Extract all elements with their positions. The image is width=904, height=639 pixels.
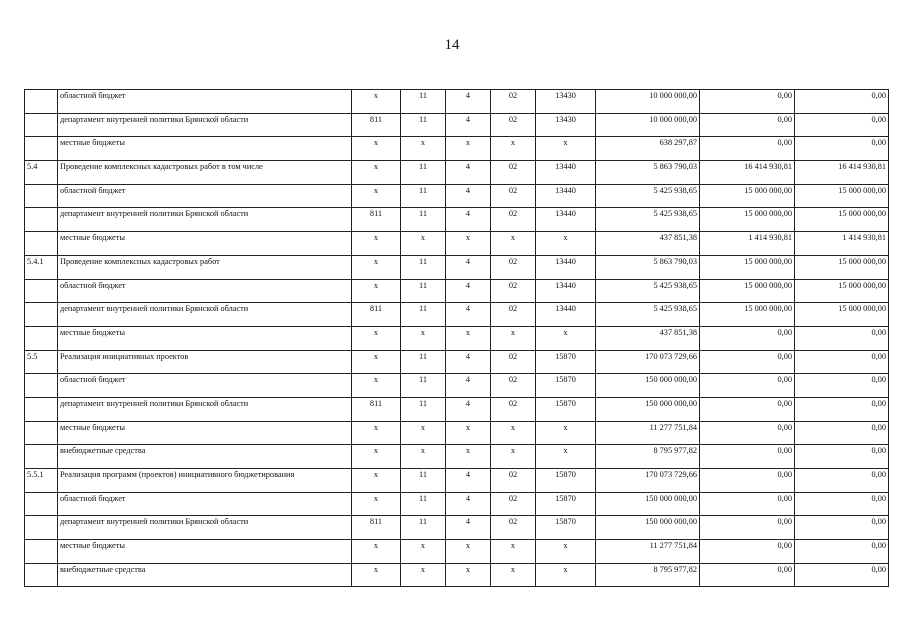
table-row [25,445,889,469]
code-om: 02 [491,90,536,114]
row-name: департамент внутренней политики Брянской области [58,113,352,137]
amount-year-2: 0,00 [700,540,795,564]
row-number: 5.5.1 [25,469,58,493]
row-name: департамент внутренней политики Брянской области [58,303,352,327]
table-row [25,208,889,232]
amount-year-2: 15 000 000,00 [700,255,795,279]
amount-year-2: 0,00 [700,492,795,516]
code-nr: x [536,137,596,161]
row-name: Реализация программ (проектов) инициативного бюджетирования [58,469,352,493]
amount-year-2: 16 414 930,81 [700,161,795,185]
amount-year-2: 1 414 930,81 [700,232,795,256]
code-nr: x [536,232,596,256]
code-gp: 11 [401,279,446,303]
code-om: 02 [491,469,536,493]
row-number [25,540,58,564]
code-gr: x [352,350,401,374]
code-pp: 4 [446,516,491,540]
code-om: x [491,232,536,256]
row-number [25,563,58,587]
code-gp: x [401,232,446,256]
row-name: департамент внутренней политики Брянской области [58,397,352,421]
amount-year-1: 10 000 000,00 [596,113,700,137]
row-number [25,445,58,469]
code-gp: 11 [401,397,446,421]
row-number [25,208,58,232]
amount-year-1: 150 000 000,00 [596,516,700,540]
code-pp: 4 [446,350,491,374]
table-row [25,161,889,185]
amount-year-3: 0,00 [795,445,889,469]
amount-year-3: 0,00 [795,540,889,564]
amount-year-1: 150 000 000,00 [596,492,700,516]
table-row [25,374,889,398]
amount-year-1: 5 425 938,65 [596,184,700,208]
code-nr: x [536,421,596,445]
code-gp: x [401,540,446,564]
row-name: внебюджетные средства [58,563,352,587]
code-nr: 15870 [536,516,596,540]
code-nr: 13440 [536,161,596,185]
amount-year-2: 0,00 [700,397,795,421]
code-nr: 13440 [536,255,596,279]
amount-year-2: 0,00 [700,445,795,469]
amount-year-3: 0,00 [795,137,889,161]
code-om: x [491,137,536,161]
table-row [25,397,889,421]
code-nr: 15870 [536,374,596,398]
row-number [25,374,58,398]
code-gp: x [401,137,446,161]
code-pp: 4 [446,492,491,516]
table-row [25,184,889,208]
code-om: x [491,563,536,587]
amount-year-2: 0,00 [700,90,795,114]
code-nr: 13430 [536,90,596,114]
table-row [25,326,889,350]
code-gp: 11 [401,350,446,374]
code-gp: 11 [401,208,446,232]
code-om: x [491,326,536,350]
code-om: x [491,421,536,445]
code-gp: 11 [401,492,446,516]
table-row [25,469,889,493]
amount-year-2: 0,00 [700,137,795,161]
code-gr: x [352,326,401,350]
amount-year-2: 0,00 [700,469,795,493]
amount-year-1: 8 795 977,82 [596,563,700,587]
code-gr: x [352,469,401,493]
amount-year-1: 437 851,38 [596,232,700,256]
amount-year-2: 15 000 000,00 [700,184,795,208]
code-gp: 11 [401,374,446,398]
code-om: x [491,445,536,469]
code-nr: x [536,540,596,564]
row-number [25,421,58,445]
table-row [25,563,889,587]
row-number [25,326,58,350]
code-pp: x [446,563,491,587]
code-gp: 11 [401,90,446,114]
amount-year-3: 0,00 [795,350,889,374]
code-gr: x [352,563,401,587]
amount-year-3: 0,00 [795,563,889,587]
code-gp: 11 [401,161,446,185]
amount-year-1: 8 795 977,82 [596,445,700,469]
code-om: 02 [491,516,536,540]
code-pp: 4 [446,303,491,327]
table-row [25,421,889,445]
amount-year-3: 0,00 [795,516,889,540]
code-om: 02 [491,279,536,303]
code-nr: 15870 [536,350,596,374]
code-pp: 4 [446,374,491,398]
code-gr: 811 [352,516,401,540]
row-number: 5.4.1 [25,255,58,279]
code-gr: x [352,445,401,469]
amount-year-3: 15 000 000,00 [795,208,889,232]
code-pp: 4 [446,469,491,493]
table-row [25,255,889,279]
code-gp: x [401,421,446,445]
code-nr: x [536,445,596,469]
code-pp: x [446,137,491,161]
code-nr: 13440 [536,208,596,232]
code-nr: 13430 [536,113,596,137]
page-number: 14 [444,37,460,53]
amount-year-1: 638 297,87 [596,137,700,161]
code-nr: 15870 [536,492,596,516]
amount-year-2: 0,00 [700,350,795,374]
row-name: департамент внутренней политики Брянской области [58,208,352,232]
amount-year-2: 15 000 000,00 [700,303,795,327]
code-pp: x [446,232,491,256]
code-pp: 4 [446,161,491,185]
code-gr: x [352,255,401,279]
amount-year-1: 10 000 000,00 [596,90,700,114]
amount-year-1: 11 277 751,84 [596,421,700,445]
amount-year-3: 15 000 000,00 [795,279,889,303]
code-gr: x [352,137,401,161]
code-nr: 13440 [536,303,596,327]
code-om: x [491,540,536,564]
row-number [25,137,58,161]
amount-year-1: 5 425 938,65 [596,208,700,232]
row-number [25,184,58,208]
code-pp: x [446,326,491,350]
amount-year-2: 15 000 000,00 [700,208,795,232]
code-nr: x [536,563,596,587]
code-om: 02 [491,374,536,398]
code-gr: 811 [352,303,401,327]
code-gr: x [352,279,401,303]
row-name: областной бюджет [58,279,352,303]
amount-year-3: 0,00 [795,374,889,398]
code-gp: x [401,445,446,469]
code-om: 02 [491,397,536,421]
code-gr: 811 [352,113,401,137]
table-row [25,279,889,303]
amount-year-2: 0,00 [700,421,795,445]
amount-year-1: 150 000 000,00 [596,374,700,398]
amount-year-1: 11 277 751,84 [596,540,700,564]
amount-year-3: 0,00 [795,397,889,421]
amount-year-3: 0,00 [795,421,889,445]
table-row [25,540,889,564]
table-row [25,137,889,161]
amount-year-3: 1 414 930,81 [795,232,889,256]
code-gp: x [401,563,446,587]
code-pp: 4 [446,255,491,279]
code-om: 02 [491,184,536,208]
code-gp: 11 [401,303,446,327]
code-pp: 4 [446,208,491,232]
code-gr: 811 [352,397,401,421]
code-gr: x [352,161,401,185]
amount-year-3: 16 414 930,81 [795,161,889,185]
code-nr: 15870 [536,397,596,421]
amount-year-3: 15 000 000,00 [795,303,889,327]
row-name: Реализация инициативных проектов [58,350,352,374]
code-pp: 4 [446,90,491,114]
code-gp: 11 [401,113,446,137]
row-number [25,492,58,516]
code-pp: 4 [446,279,491,303]
row-number [25,397,58,421]
row-name: местные бюджеты [58,232,352,256]
table-row [25,90,889,114]
table-row [25,232,889,256]
amount-year-3: 0,00 [795,492,889,516]
code-gp: 11 [401,469,446,493]
amount-year-3: 0,00 [795,326,889,350]
code-gr: x [352,421,401,445]
row-name: департамент внутренней политики Брянской области [58,516,352,540]
amount-year-1: 170 073 729,66 [596,469,700,493]
code-gp: 11 [401,184,446,208]
row-number [25,516,58,540]
amount-year-1: 150 000 000,00 [596,397,700,421]
code-pp: x [446,445,491,469]
amount-year-2: 0,00 [700,374,795,398]
table-row [25,516,889,540]
amount-year-2: 15 000 000,00 [700,279,795,303]
code-pp: 4 [446,113,491,137]
amount-year-1: 5 425 938,65 [596,279,700,303]
code-om: 02 [491,113,536,137]
code-gr: x [352,540,401,564]
row-number [25,303,58,327]
code-gr: x [352,90,401,114]
code-gp: 11 [401,255,446,279]
code-pp: 4 [446,397,491,421]
amount-year-3: 0,00 [795,90,889,114]
row-name: местные бюджеты [58,137,352,161]
amount-year-1: 170 073 729,66 [596,350,700,374]
code-gr: x [352,184,401,208]
row-name: внебюджетные средства [58,445,352,469]
code-nr: x [536,326,596,350]
code-nr: 15870 [536,469,596,493]
code-om: 02 [491,161,536,185]
table-row [25,303,889,327]
amount-year-1: 5 863 790,03 [596,255,700,279]
amount-year-2: 0,00 [700,563,795,587]
code-om: 02 [491,208,536,232]
code-pp: 4 [446,184,491,208]
code-om: 02 [491,350,536,374]
amount-year-3: 0,00 [795,113,889,137]
table-body [25,90,889,587]
row-name: областной бюджет [58,184,352,208]
code-pp: x [446,540,491,564]
table-row [25,113,889,137]
table-row [25,492,889,516]
row-number [25,90,58,114]
code-gr: 811 [352,208,401,232]
row-number: 5.5 [25,350,58,374]
amount-year-2: 0,00 [700,113,795,137]
code-gp: x [401,326,446,350]
code-nr: 13440 [536,184,596,208]
row-name: местные бюджеты [58,540,352,564]
code-om: 02 [491,255,536,279]
amount-year-3: 15 000 000,00 [795,184,889,208]
amount-year-2: 0,00 [700,326,795,350]
amount-year-1: 437 851,38 [596,326,700,350]
code-gr: x [352,232,401,256]
row-name: областной бюджет [58,90,352,114]
row-name: областной бюджет [58,374,352,398]
code-om: 02 [491,303,536,327]
row-number [25,232,58,256]
code-gp: 11 [401,516,446,540]
row-number: 5.4 [25,161,58,185]
amount-year-1: 5 863 790,03 [596,161,700,185]
amount-year-1: 5 425 938,65 [596,303,700,327]
row-number [25,113,58,137]
row-name: местные бюджеты [58,326,352,350]
code-gr: x [352,374,401,398]
code-om: 02 [491,492,536,516]
code-pp: x [446,421,491,445]
row-number [25,279,58,303]
budget-table [24,89,889,587]
table-row [25,350,889,374]
code-nr: 13440 [536,279,596,303]
row-name: Проведение комплексных кадастровых работ в том числе [58,161,352,185]
row-name: областной бюджет [58,492,352,516]
amount-year-3: 15 000 000,00 [795,255,889,279]
amount-year-3: 0,00 [795,469,889,493]
code-gr: x [352,492,401,516]
row-name: местные бюджеты [58,421,352,445]
row-name: Проведение комплексных кадастровых работ [58,255,352,279]
amount-year-2: 0,00 [700,516,795,540]
